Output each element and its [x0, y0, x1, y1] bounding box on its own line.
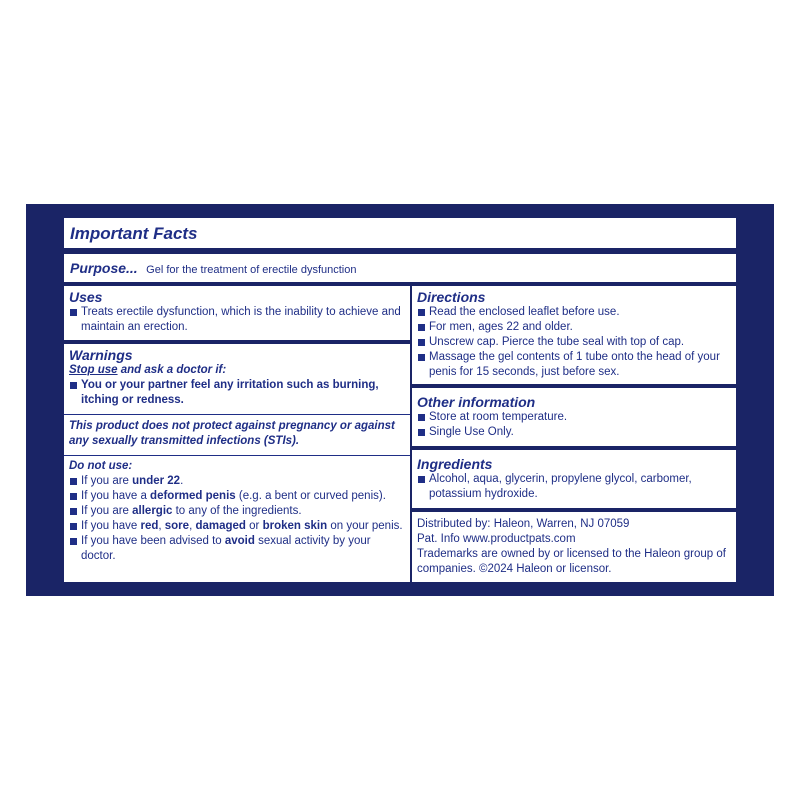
distributor-line: Distributed by: Haleon, Warren, NJ 07059	[417, 518, 630, 530]
important-facts-header	[64, 218, 736, 248]
list-item: Massage the gel contents of 1 tube onto the head of your penis for 15 seconds, just before sex.	[417, 350, 732, 380]
list-item: If you are under 22.	[69, 474, 406, 489]
other-info-title: Other information	[417, 394, 536, 410]
list-item: If you have a deformed penis (e.g. a bent or curved penis).	[69, 489, 406, 504]
purpose-text: Gel for the treatment of erectile dysfunction	[146, 264, 357, 276]
list-item: If you have red, sore, damaged or broken skin on your penis.	[69, 519, 406, 534]
ingredients-title: Ingredients	[417, 456, 493, 472]
facts-panel	[26, 204, 774, 596]
divider	[64, 414, 410, 415]
list-item: Store at room temperature.	[417, 410, 732, 425]
uses-section	[64, 286, 410, 340]
patent-line: Pat. Info www.productpats.com	[417, 533, 576, 545]
list-item: For men, ages 22 and older.	[417, 320, 732, 335]
directions-title: Directions	[417, 289, 486, 305]
do-not-use-heading: Do not use:	[69, 460, 133, 472]
uses-title: Uses	[69, 289, 103, 305]
irritation-text: You or your partner feel any irritation such as burning, itching or redness.	[81, 379, 379, 406]
purpose-label: Purpose...	[70, 260, 138, 276]
distributor-section	[412, 512, 736, 582]
stop-use-rest: and ask a doctor if:	[117, 364, 227, 376]
uses-item	[69, 305, 406, 335]
stop-use-label: Stop use	[69, 364, 118, 376]
list-item: Read the enclosed leaflet before use.	[417, 305, 732, 320]
warnings-section	[64, 344, 410, 582]
irritation-item	[69, 378, 406, 408]
purpose-section	[64, 254, 736, 282]
divider	[64, 455, 410, 456]
list-item: Unscrew cap. Pierce the tube seal with top of cap.	[417, 335, 732, 350]
uses-text: Treats erectile dysfunction, which is the inability to achieve and maintain an erection.	[81, 306, 401, 333]
warnings-title: Warnings	[69, 347, 133, 363]
list-item: Single Use Only.	[417, 425, 732, 440]
list-item: If you have been advised to avoid sexual activity by your doctor.	[69, 534, 406, 564]
ingredients-section	[412, 450, 736, 508]
list-item: If you are allergic to any of the ingredients.	[69, 504, 406, 519]
sti-warning: This product does not protect against pregnancy or against any sexually transmitted infections (STIs).	[69, 420, 395, 447]
directions-section	[412, 286, 736, 384]
ingredients-text: Alcohol, aqua, glycerin, propylene glycol, carbomer, potassium hydroxide.	[417, 472, 732, 502]
important-facts-title: Important Facts	[70, 224, 198, 243]
trademark-line: Trademarks are owned by or licensed to the Haleon group of companies. ©2024 Haleon or licensor.	[417, 548, 726, 575]
stop-use-heading	[69, 363, 406, 378]
other-info-section	[412, 388, 736, 446]
